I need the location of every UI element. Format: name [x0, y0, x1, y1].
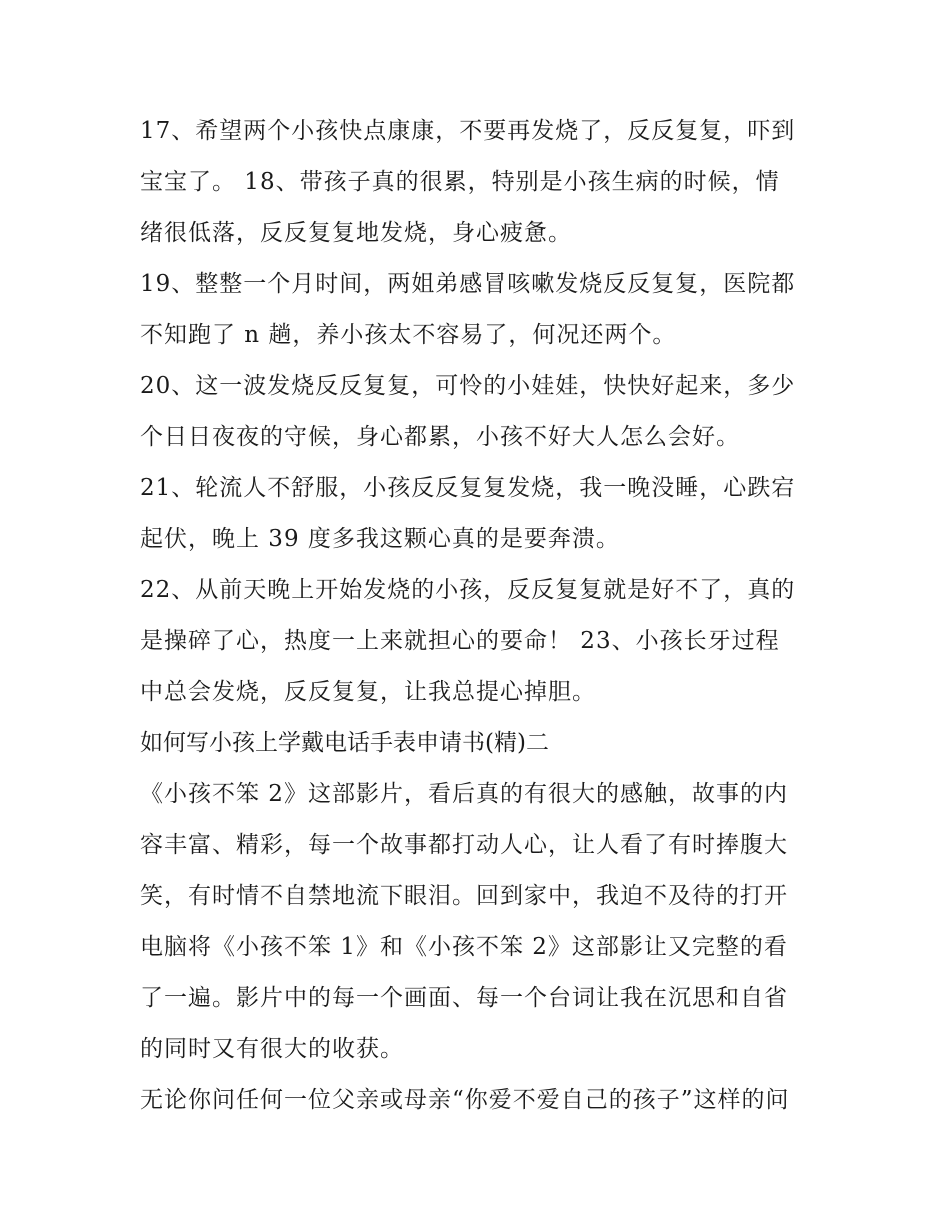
- text-line: 不知跑了 n 趟，养小孩太不容易了，何况还两个。: [140, 322, 677, 348]
- text-line: 的同时又有很大的收获。: [140, 1036, 404, 1062]
- text-line: 电脑将《小孩不笨 1》和《小孩不笨 2》这部影让又完整的看: [140, 934, 788, 960]
- text-line: 笑，有时情不自禁地流下眼泪。回到家中，我迫不及待的打开: [140, 883, 788, 909]
- section-heading: 如何写小孩上学戴电话手表申请书(精)二: [140, 730, 549, 756]
- text-line: 20、这一波发烧反反复复，可怜的小娃娃，快快好起来，多少: [140, 373, 796, 399]
- text-line: 容丰富、精彩，每一个故事都打动人心，让人看了有时捧腹大: [140, 832, 788, 858]
- text-line: 无论你问任何一位父亲或母亲“你爱不爱自己的孩子”这样的问: [140, 1087, 790, 1113]
- text-line: 21、轮流人不舒服，小孩反反复复发烧，我一晚没睡，心跌宕: [140, 475, 796, 501]
- text-line: 22、从前天晚上开始发烧的小孩，反反复复就是好不了，真的: [140, 577, 796, 603]
- document-body: [140, 106, 820, 1126]
- text-line: 是操碎了心，热度一上来就担心的要命！ 23、小孩长牙过程: [140, 628, 780, 654]
- text-line: 了一遍。影片中的每一个画面、每一个台词让我在沉思和自省: [140, 985, 788, 1011]
- text-line: 绪很低落，反反复复地发烧，身心疲惫。: [140, 220, 572, 246]
- text-line: 宝宝了。 18、带孩子真的很累，特别是小孩生病的时候，情: [140, 169, 780, 195]
- text-line: 17、希望两个小孩快点康康，不要再发烧了，反反复复，吓到: [140, 118, 796, 144]
- text-line: 起伏，晚上 39 度多我这颗心真的是要奔溃。: [140, 526, 620, 552]
- text-line: 19、整整一个月时间，两姐弟感冒咳嗽发烧反反复复，医院都: [140, 271, 796, 297]
- text-line: 个日日夜夜的守候，身心都累，小孩不好大人怎么会好。: [140, 424, 740, 450]
- text-line: 《小孩不笨 2》这部影片，看后真的有很大的感触，故事的内: [140, 781, 788, 807]
- text-line: 中总会发烧，反反复复，让我总提心掉胆。: [140, 679, 596, 705]
